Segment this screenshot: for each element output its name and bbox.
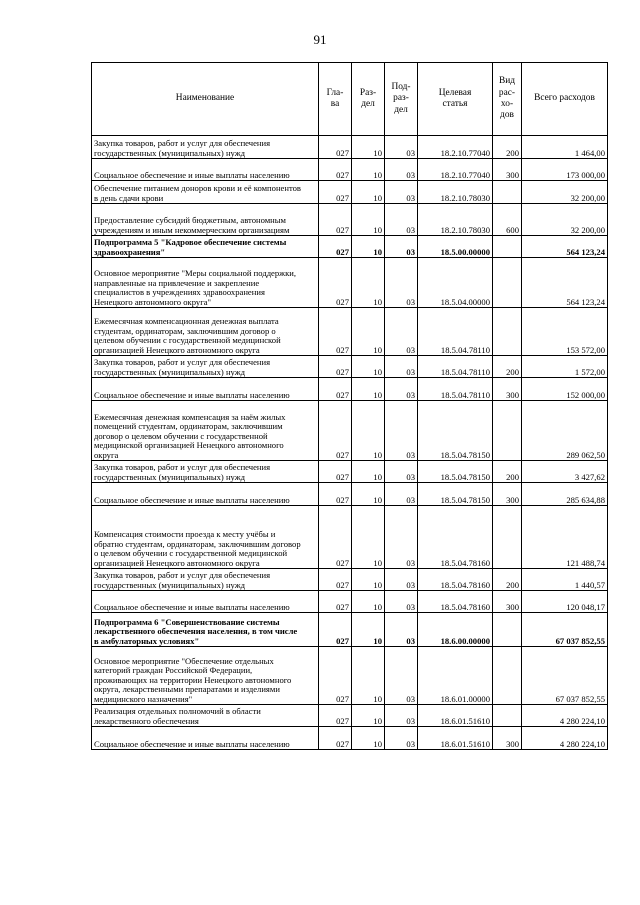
cell-vid: 200 (493, 136, 522, 159)
cell-celevaya: 18.5.04.78150 (418, 461, 493, 483)
cell-podrazdel: 03 (385, 727, 418, 750)
cell-razdel: 10 (352, 483, 385, 506)
cell-podrazdel: 03 (385, 506, 418, 569)
table-row (92, 506, 608, 569)
page-number: 91 (313, 32, 327, 47)
cell-vid (493, 258, 522, 308)
cell-celevaya: 18.5.04.00000 (418, 258, 493, 308)
cell-celevaya: 18.2.10.77040 (418, 136, 493, 159)
cell-vsego: 121 488,74 (522, 506, 608, 569)
cell-razdel: 10 (352, 613, 385, 647)
table-row (92, 569, 608, 591)
cell-vid: 300 (493, 378, 522, 401)
cell-vsego: 120 048,17 (522, 591, 608, 613)
cell-podrazdel: 03 (385, 204, 418, 236)
cell-celevaya: 18.6.01.00000 (418, 647, 493, 705)
cell-name: Ежемесячная денежная компенсация за наём жилых помещений студентам, ординаторам, заключившим договор о целевом обучении с государственной медицинской организацией Ненецкого автономного округа (92, 401, 319, 461)
cell-vsego: 1 572,00 (522, 356, 608, 378)
cell-glava: 027 (319, 181, 352, 204)
cell-razdel: 10 (352, 461, 385, 483)
cell-glava: 027 (319, 591, 352, 613)
cell-glava: 027 (319, 308, 352, 356)
cell-vsego: 285 634,88 (522, 483, 608, 506)
cell-celevaya: 18.5.04.78110 (418, 356, 493, 378)
cell-vid (493, 613, 522, 647)
header-glava: Гла- ва (319, 63, 352, 136)
cell-name: Основное мероприятие "Меры социальной поддержки, направленные на привлечение и закрепление специалистов в учреждениях здравоохранения Ненецкого автономного округа" (92, 258, 319, 308)
cell-vsego: 32 200,00 (522, 181, 608, 204)
cell-vsego: 32 200,00 (522, 204, 608, 236)
cell-vsego: 173 000,00 (522, 159, 608, 181)
cell-vsego: 564 123,24 (522, 258, 608, 308)
cell-razdel: 10 (352, 181, 385, 204)
cell-glava: 027 (319, 159, 352, 181)
table-row (92, 236, 608, 258)
table-row (92, 401, 608, 461)
cell-podrazdel: 03 (385, 705, 418, 727)
cell-glava: 027 (319, 258, 352, 308)
cell-name: Основное мероприятие "Обеспечение отдельных категорий граждан Российской Федерации, проживающих на территории Ненецкого автономного округа, лекарственными препаратами и изделиями медицинского назначения" (92, 647, 319, 705)
cell-name: Закупка товаров, работ и услуг для обеспечения государственных (муниципальных) нужд (92, 569, 319, 591)
cell-glava: 027 (319, 647, 352, 705)
cell-name: Социальное обеспечение и иные выплаты населению (92, 727, 319, 750)
cell-vsego: 153 572,00 (522, 308, 608, 356)
cell-celevaya: 18.5.04.78160 (418, 591, 493, 613)
cell-podrazdel: 03 (385, 647, 418, 705)
cell-razdel: 10 (352, 136, 385, 159)
cell-podrazdel: 03 (385, 401, 418, 461)
table-row (92, 705, 608, 727)
cell-vid (493, 181, 522, 204)
table-body (92, 136, 608, 750)
cell-razdel: 10 (352, 236, 385, 258)
cell-name: Подпрограмма 6 "Совершенствование системы лекарственного обеспечения населения, в том числе в амбулаторных условиях" (92, 613, 319, 647)
cell-glava: 027 (319, 378, 352, 401)
cell-celevaya: 18.5.04.78150 (418, 401, 493, 461)
cell-vid: 300 (493, 727, 522, 750)
cell-vsego: 67 037 852,55 (522, 647, 608, 705)
cell-podrazdel: 03 (385, 591, 418, 613)
cell-celevaya: 18.5.04.78110 (418, 378, 493, 401)
cell-razdel: 10 (352, 308, 385, 356)
cell-celevaya: 18.5.04.78160 (418, 569, 493, 591)
cell-podrazdel: 03 (385, 136, 418, 159)
header-razdel: Раз- дел (352, 63, 385, 136)
table-row (92, 308, 608, 356)
cell-vid: 600 (493, 204, 522, 236)
cell-podrazdel: 03 (385, 308, 418, 356)
cell-razdel: 10 (352, 159, 385, 181)
header-vid: Вид рас- хо- дов (493, 63, 522, 136)
table-row (92, 181, 608, 204)
cell-razdel: 10 (352, 378, 385, 401)
cell-razdel: 10 (352, 506, 385, 569)
cell-vsego: 4 280 224,10 (522, 727, 608, 750)
cell-podrazdel: 03 (385, 461, 418, 483)
cell-podrazdel: 03 (385, 569, 418, 591)
cell-razdel: 10 (352, 401, 385, 461)
cell-vid: 200 (493, 356, 522, 378)
table-row (92, 483, 608, 506)
cell-vsego: 1 440,57 (522, 569, 608, 591)
cell-vsego: 4 280 224,10 (522, 705, 608, 727)
cell-vsego: 289 062,50 (522, 401, 608, 461)
table-row (92, 356, 608, 378)
cell-celevaya: 18.5.04.78160 (418, 506, 493, 569)
cell-glava: 027 (319, 483, 352, 506)
cell-podrazdel: 03 (385, 258, 418, 308)
cell-name: Социальное обеспечение и иные выплаты населению (92, 378, 319, 401)
cell-celevaya: 18.2.10.77040 (418, 159, 493, 181)
cell-podrazdel: 03 (385, 236, 418, 258)
cell-glava: 027 (319, 727, 352, 750)
header-celevaya: Целевая статья (418, 63, 493, 136)
cell-razdel: 10 (352, 705, 385, 727)
cell-glava: 027 (319, 236, 352, 258)
header-name: Наименование (92, 63, 319, 136)
table-row (92, 136, 608, 159)
cell-name: Закупка товаров, работ и услуг для обеспечения государственных (муниципальных) нужд (92, 136, 319, 159)
cell-vsego: 564 123,24 (522, 236, 608, 258)
cell-vid: 300 (493, 591, 522, 613)
cell-name: Обеспечение питанием доноров крови и её компонентов в день сдачи крови (92, 181, 319, 204)
cell-name: Закупка товаров, работ и услуг для обеспечения государственных (муниципальных) нужд (92, 461, 319, 483)
cell-vid: 300 (493, 483, 522, 506)
cell-glava: 027 (319, 356, 352, 378)
cell-glava: 027 (319, 204, 352, 236)
cell-vsego: 67 037 852,55 (522, 613, 608, 647)
table-row (92, 461, 608, 483)
cell-vid (493, 401, 522, 461)
cell-podrazdel: 03 (385, 483, 418, 506)
cell-podrazdel: 03 (385, 159, 418, 181)
cell-celevaya: 18.6.00.00000 (418, 613, 493, 647)
cell-name: Реализация отдельных полномочий в области лекарственного обеспечения (92, 705, 319, 727)
table-row (92, 647, 608, 705)
cell-name: Социальное обеспечение и иные выплаты населению (92, 591, 319, 613)
cell-name: Закупка товаров, работ и услуг для обеспечения государственных (муниципальных) нужд (92, 356, 319, 378)
cell-razdel: 10 (352, 204, 385, 236)
table-row (92, 204, 608, 236)
cell-razdel: 10 (352, 591, 385, 613)
cell-razdel: 10 (352, 356, 385, 378)
cell-glava: 027 (319, 506, 352, 569)
budget-table (91, 62, 608, 750)
cell-celevaya: 18.2.10.78030 (418, 204, 493, 236)
table-row (92, 258, 608, 308)
cell-celevaya: 18.6.01.51610 (418, 727, 493, 750)
cell-glava: 027 (319, 705, 352, 727)
cell-vid: 300 (493, 159, 522, 181)
cell-celevaya: 18.5.04.78110 (418, 308, 493, 356)
cell-vsego: 3 427,62 (522, 461, 608, 483)
cell-celevaya: 18.5.00.00000 (418, 236, 493, 258)
cell-podrazdel: 03 (385, 613, 418, 647)
cell-razdel: 10 (352, 727, 385, 750)
cell-celevaya: 18.2.10.78030 (418, 181, 493, 204)
cell-vid (493, 308, 522, 356)
table-row (92, 159, 608, 181)
cell-vsego: 152 000,00 (522, 378, 608, 401)
table-row (92, 727, 608, 750)
cell-glava: 027 (319, 461, 352, 483)
header-vsego: Всего расходов (522, 63, 608, 136)
cell-glava: 027 (319, 401, 352, 461)
cell-vid (493, 236, 522, 258)
cell-name: Предоставление субсидий бюджетным, автономным учреждениям и иным некоммерческим организациям (92, 204, 319, 236)
cell-glava: 027 (319, 569, 352, 591)
cell-name: Социальное обеспечение и иные выплаты населению (92, 159, 319, 181)
cell-podrazdel: 03 (385, 378, 418, 401)
cell-vid (493, 506, 522, 569)
cell-razdel: 10 (352, 647, 385, 705)
cell-razdel: 10 (352, 258, 385, 308)
header-podrazdel: Под- раз- дел (385, 63, 418, 136)
cell-name: Подпрограмма 5 "Кадровое обеспечение системы здравоохранения" (92, 236, 319, 258)
table-row (92, 613, 608, 647)
cell-celevaya: 18.6.01.51610 (418, 705, 493, 727)
cell-vid (493, 647, 522, 705)
cell-podrazdel: 03 (385, 356, 418, 378)
table-row (92, 591, 608, 613)
cell-vid (493, 705, 522, 727)
cell-vid: 200 (493, 461, 522, 483)
cell-vid: 200 (493, 569, 522, 591)
cell-name: Социальное обеспечение и иные выплаты населению (92, 483, 319, 506)
cell-razdel: 10 (352, 569, 385, 591)
cell-name: Компенсация стоимости проезда к месту учёбы и обратно студентам, ординаторам, заключившим договор о целевом обучении с государственной медицинской организацией Ненецкого автономного округа (92, 506, 319, 569)
cell-podrazdel: 03 (385, 181, 418, 204)
cell-glava: 027 (319, 136, 352, 159)
header-row (92, 63, 608, 136)
cell-vsego: 1 464,00 (522, 136, 608, 159)
cell-name: Ежемесячная компенсационная денежная выплата студентам, ординаторам, заключившим договор о целевом обучении с государственной медицинской организацией Ненецкого автономного округа (92, 308, 319, 356)
cell-glava: 027 (319, 613, 352, 647)
cell-celevaya: 18.5.04.78150 (418, 483, 493, 506)
table-row (92, 378, 608, 401)
